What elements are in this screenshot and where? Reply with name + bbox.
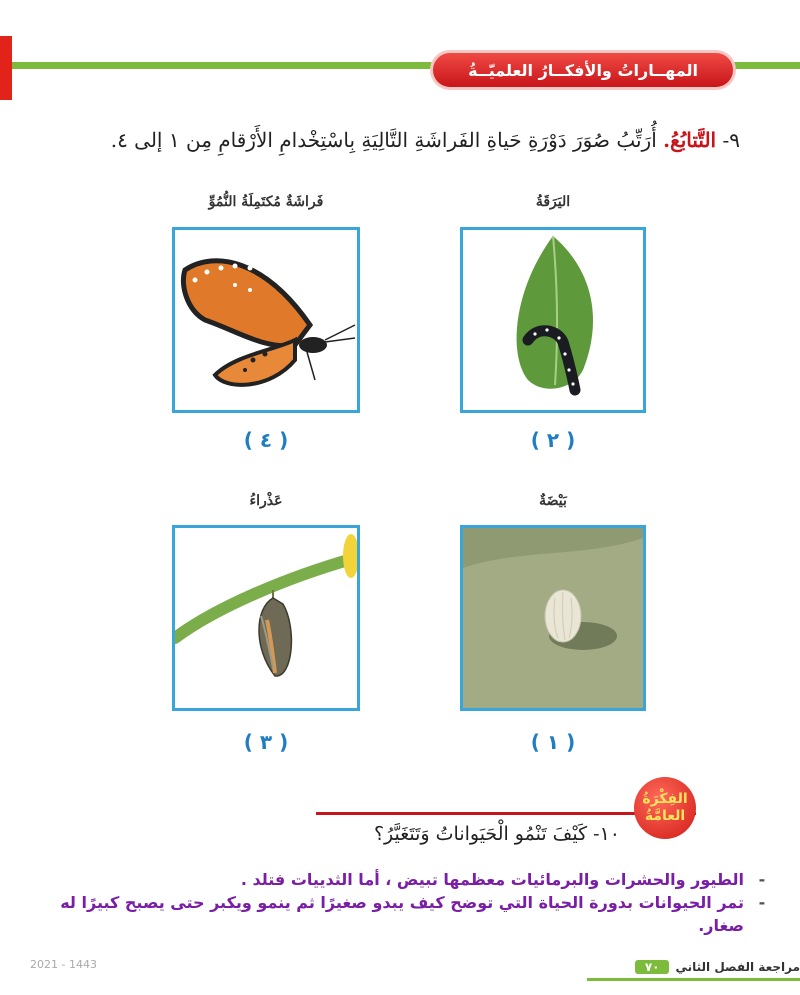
big-idea-badge [634,777,696,839]
answer-item: - تمر الحيوانات بدورة الحياة التي توضح كيف يبدو صغيرًا ثم ينمو ويكبر حتى يصبح كبيرًا له صغار. [20,891,780,937]
question-9-text: أُرَتِّبُ صُوَرَ دَوْرَةِ حَياةِ الفَراشَةِ التَّالِيَةِ بِاسْتِخْدامِ الأَرْقامِ مِن ١ إلى ٤. [110,128,657,152]
banner-title: المهــاراتُ والأفكــارُ العلميّــةُ [468,60,698,80]
stage-caption-adult: فَراشَةٌ مُكتَمِلَةُ النُّمُوِّ [208,194,324,210]
stage-caption-pupa: عَذْراءُ [249,493,283,509]
answer-list [20,868,780,937]
stage-caption-egg: بَيْضَةٌ [539,493,567,509]
page-number: ٧٠ [635,960,670,974]
footer-rule [587,978,800,981]
footer-year: 2021 - 1443 [30,958,97,971]
stage-image-larva [460,227,646,413]
egg-icon [463,528,643,708]
caterpillar-icon [463,230,643,410]
stage-answer-adult: ( ٤ ) [243,428,289,452]
question-9-number: ٩- [722,128,740,152]
chapter-label: مراجعة الفصل الثاني [675,960,800,974]
question-9 [40,128,740,152]
stage-answer-pupa: ( ٣ ) [243,730,289,754]
footer-label [585,960,800,974]
question-9-keyword: التَّتابُعُ. [663,128,717,152]
stage-image-egg [460,525,646,711]
stage-answer-larva: ( ٢ ) [530,428,576,452]
section-banner [430,50,736,90]
answer-item: - الطيور والحشرات والبرمائيات معظمها تبيض ، أما الثدييات فتلد . [240,870,766,889]
stage-caption-larva: اليَرَقَةُ [535,194,571,210]
question-10: ١٠- كَيْفَ تَنْمُو الْحَيَواناتُ وَتَتَغَيَّرُ؟ [373,823,620,845]
red-edge-tab [0,36,12,100]
butterfly-icon [175,230,357,410]
stage-image-adult [172,227,360,413]
stage-image-pupa [172,525,360,711]
answer-text: الطيور والحشرات والبرمائيات معظمها تبيض ، أما الثدييات فتلد . [240,870,744,889]
answer-text: تمر الحيوانات بدورة الحياة التي توضح كيف يبدو صغيرًا ثم ينمو ويكبر حتى يصبح كبيرًا له صغار. [60,893,744,935]
chrysalis-icon [175,528,357,708]
big-idea-label: الفِكْرَةُ العامَّةُ [642,791,688,824]
stage-answer-egg: ( ١ ) [530,730,576,754]
